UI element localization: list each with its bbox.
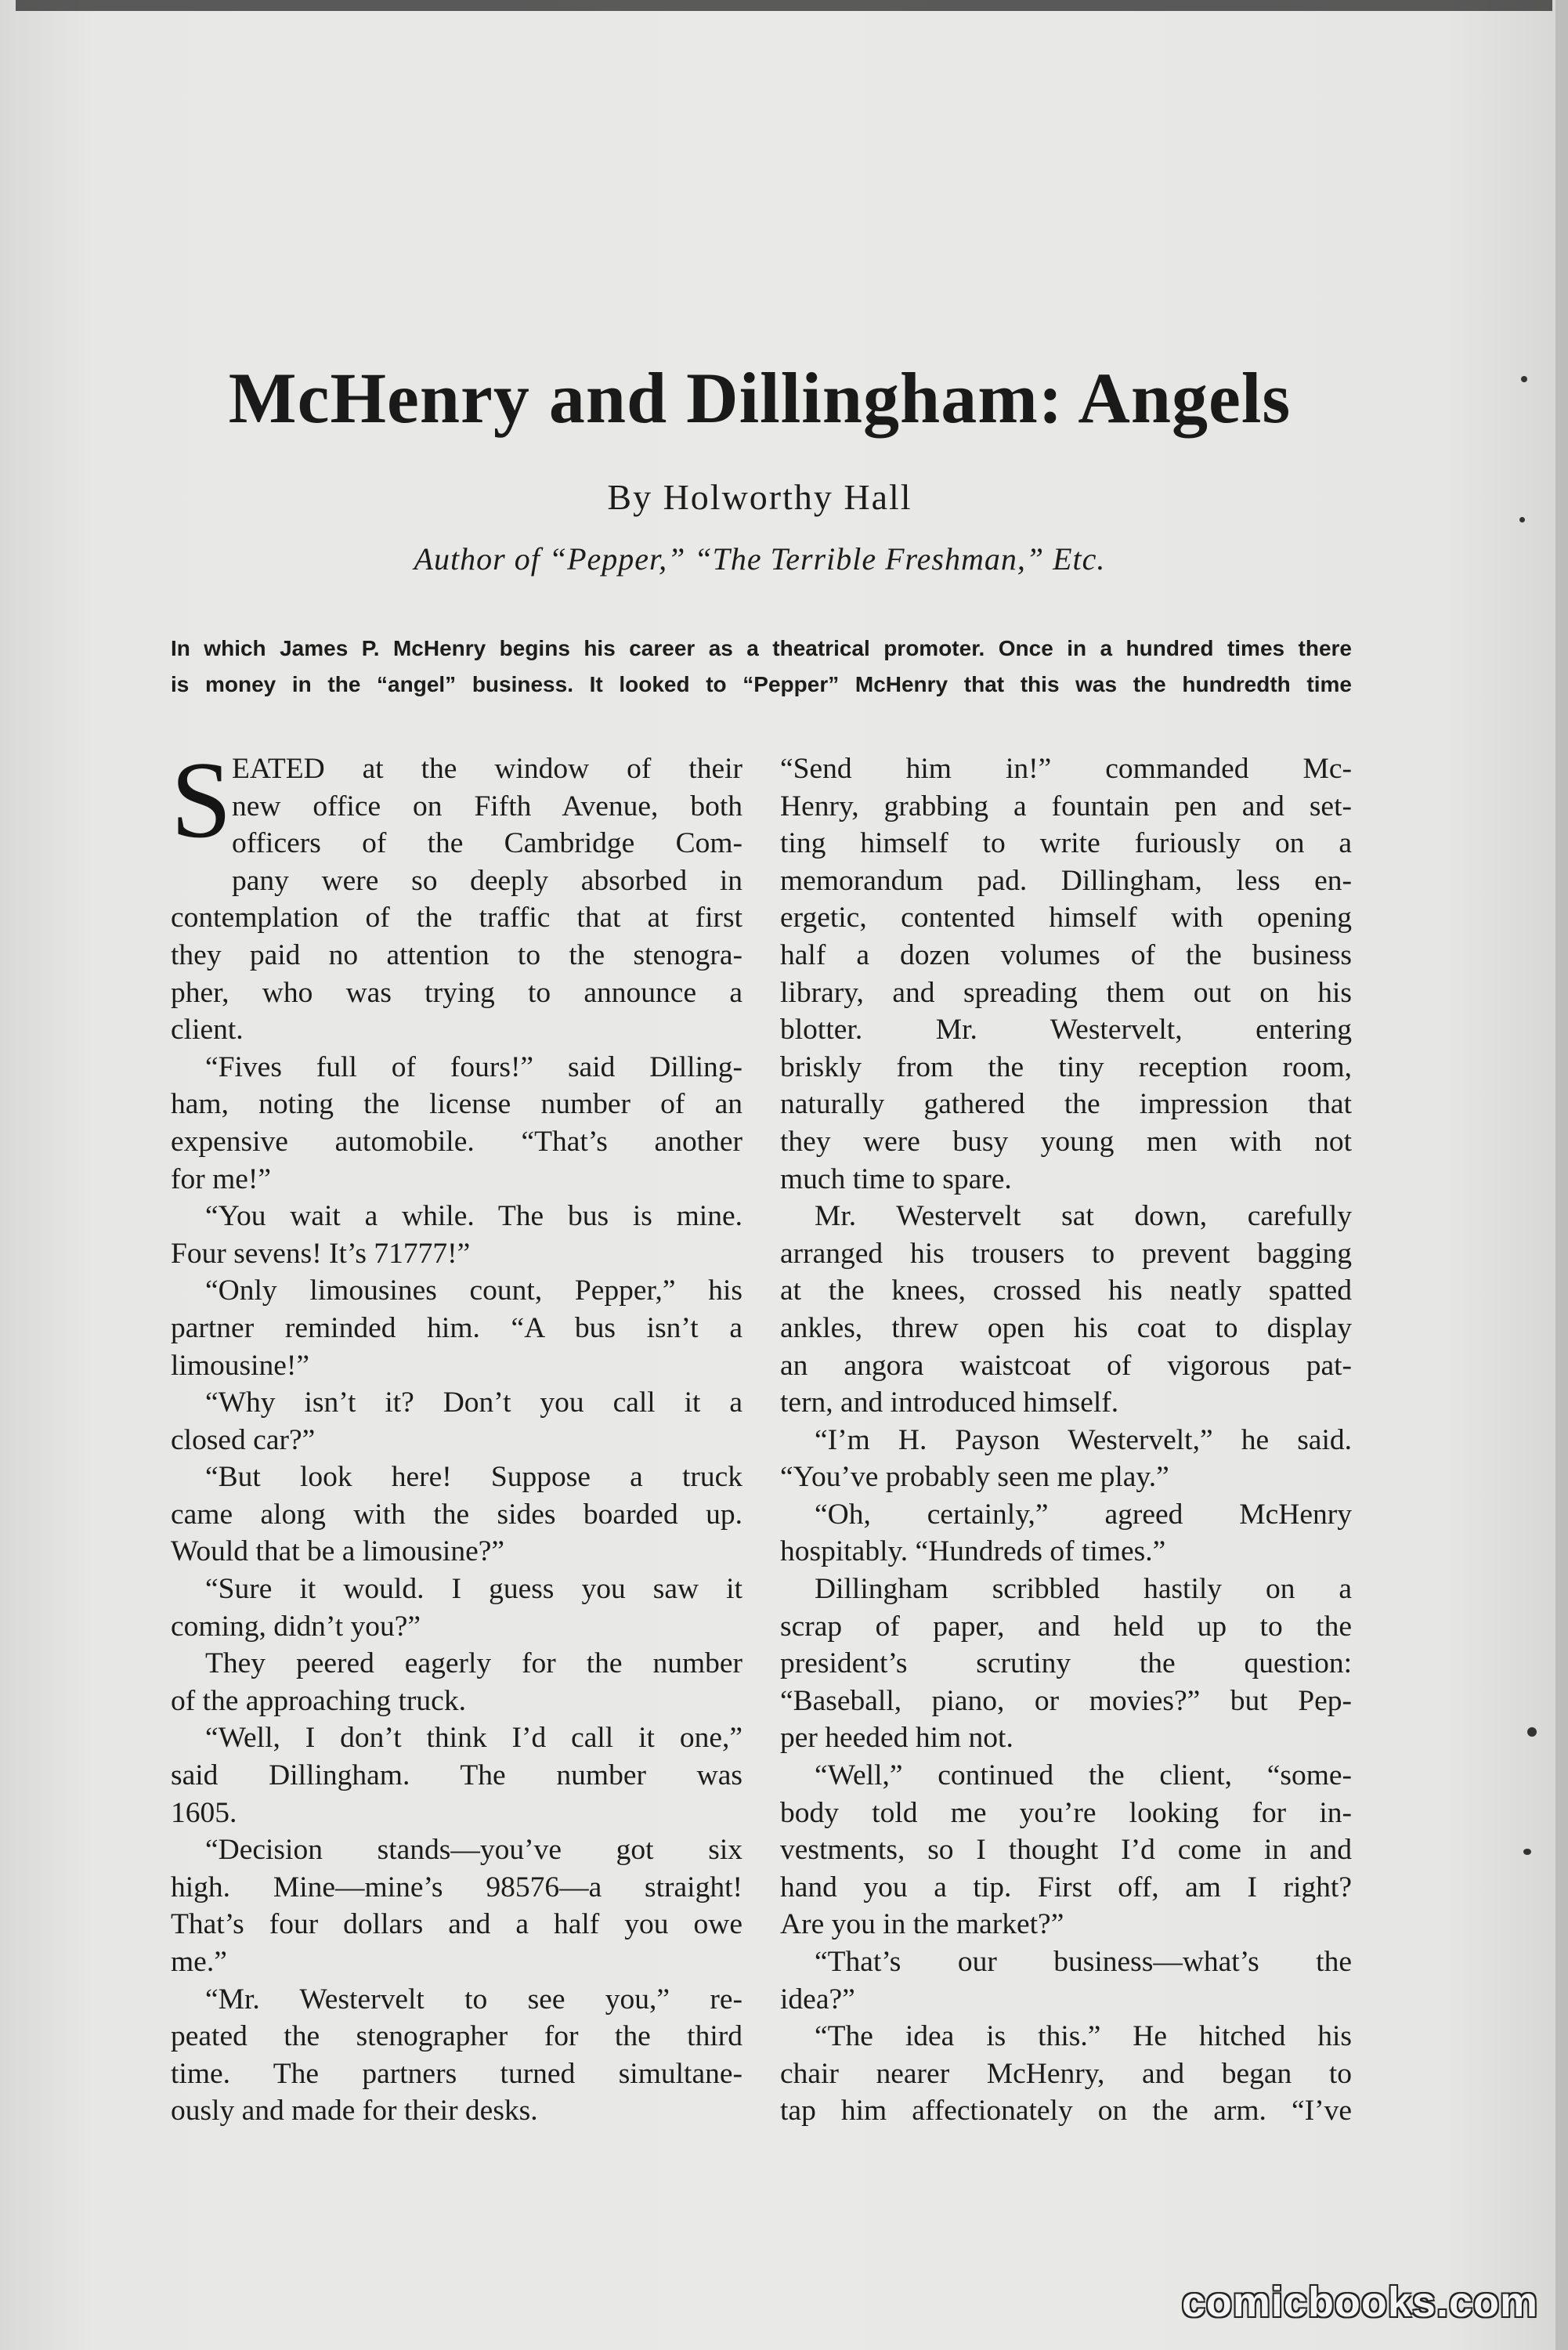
text-line: “You’ve probably seen me play.” (780, 1461, 1169, 1494)
text-line: “Baseball, piano, or movies?” but Pep- (780, 1684, 1352, 1717)
text-line: “Well,” continued the client, “some- (815, 1759, 1352, 1792)
text-line: idea?” (780, 1983, 855, 2016)
text-line: “Mr. Westervelt to see you,” re- (205, 1983, 742, 2016)
text-line: “Decision stands—you’ve got six (205, 1834, 742, 1867)
text-line: “You wait a while. The bus is mine. (205, 1200, 742, 1233)
drop-cap: S (171, 739, 232, 861)
text-line: ham, noting the license number of an (171, 1088, 742, 1121)
blurb-line: In which James P. McHenry begins his career as a theatrical promoter. Once in a hundred times there (171, 636, 1352, 660)
text-line: partner reminded him. “A bus isn’t a (171, 1311, 742, 1344)
text-line: “Well, I don’t think I’d call it one,” (205, 1722, 742, 1755)
text-line: ting himself to write furiously on a (780, 827, 1352, 860)
text-line: Are you in the market?” (780, 1908, 1064, 1941)
text-line: “That’s our business—what’s the (815, 1946, 1352, 1978)
text-line: tap him affectionately on the arm. “I’ve (780, 2095, 1352, 2128)
text-line: peated the stenographer for the third (171, 2020, 742, 2053)
left-column (171, 739, 742, 2130)
text-line: “Send him in!” commanded Mc- (780, 753, 1352, 785)
text-line: “Oh, certainly,” agreed McHenry (815, 1498, 1352, 1531)
text-line: Would that be a limousine?” (171, 1535, 505, 1568)
page-speck (1523, 1849, 1531, 1855)
text-line: came along with the sides boarded up. (171, 1498, 742, 1531)
text-line: hand you a tip. First off, am I right? (780, 1871, 1352, 1904)
text-line: new office on Fifth Avenue, both (232, 790, 742, 822)
text-line: ergetic, contented himself with opening (780, 902, 1352, 935)
text-line: briskly from the tiny reception room, (780, 1050, 1352, 1083)
watermark-logo: comicbooks.com (1181, 2279, 1538, 2326)
text-line: Mr. Westervelt sat down, carefully (815, 1200, 1352, 1233)
text-line: officers of the Cambridge Com- (232, 827, 742, 860)
page-speck (1521, 376, 1527, 382)
text-line: Henry, grabbing a fountain pen and set- (780, 790, 1352, 822)
text-line: high. Mine—mine’s 98576—a straight! (171, 1871, 742, 1904)
text-line: “I’m H. Payson Westervelt,” he said. (815, 1423, 1352, 1456)
text-line: an angora waistcoat of vigorous pat- (780, 1349, 1352, 1382)
text-line: They peered eagerly for the number (205, 1647, 742, 1680)
text-line: naturally gathered the impression that (780, 1088, 1352, 1121)
text-line: chair nearer McHenry, and began to (780, 2057, 1352, 2090)
text-line: “But look here! Suppose a truck (205, 1461, 742, 1494)
text-line: limousine!” (171, 1349, 310, 1382)
text-line: they paid no attention to the stenogra- (171, 938, 742, 971)
text-line: That’s four dollars and a half you owe (171, 1908, 742, 1941)
text-line: expensive automobile. “That’s another (171, 1125, 742, 1158)
blurb-line: is money in the “angel” business. It looked to “Pepper” McHenry that this was the hundredth time (171, 672, 1352, 696)
text-line: me.” (171, 1946, 227, 1978)
text-line: memorandum pad. Dillingham, less en- (780, 864, 1352, 897)
text-line: at the knees, crossed his neatly spatted (780, 1274, 1352, 1307)
page-speck (1519, 517, 1525, 522)
right-column (780, 750, 1352, 2130)
text-line: “Why isn’t it? Don’t you call it a (205, 1386, 742, 1419)
text-line: president’s scrutiny the question: (780, 1647, 1352, 1680)
page-edge (1555, 0, 1568, 2350)
text-line: contemplation of the traffic that at first (171, 902, 742, 935)
text-line: of the approaching truck. (171, 1684, 466, 1717)
article-title: McHenry and Dillingham: Angels (228, 358, 1292, 438)
text-line: Four sevens! It’s 71777!” (171, 1237, 471, 1270)
text-line: ankles, threw open his coat to display (780, 1311, 1352, 1344)
text-line: “Fives full of fours!” said Dilling- (205, 1050, 742, 1083)
text-line: said Dillingham. The number was (171, 1759, 742, 1792)
text-line: client. (171, 1014, 244, 1047)
text-line: pany were so deeply absorbed in (232, 864, 742, 897)
text-line: scrap of paper, and held up to the (780, 1610, 1352, 1643)
text-line: much time to spare. (780, 1162, 1012, 1195)
text-line: “Sure it would. I guess you saw it (205, 1573, 742, 1606)
text-line: per heeded him not. (780, 1722, 1013, 1755)
text-line: EATED at the window of their (232, 753, 742, 785)
text-line: vestments, so I thought I’d come in and (780, 1834, 1352, 1867)
text-line: they were busy young men with not (780, 1125, 1352, 1158)
text-line: arranged his trousers to prevent bagging (780, 1237, 1352, 1270)
text-line: pher, who was trying to announce a (171, 976, 742, 1009)
text-line: hospitably. “Hundreds of times.” (780, 1535, 1166, 1568)
text-line: coming, didn’t you?” (171, 1610, 421, 1643)
article-blurb (171, 631, 1352, 703)
text-line: “The idea is this.” He hitched his (815, 2020, 1352, 2053)
text-line: body told me you’re looking for in- (780, 1796, 1352, 1829)
text-line: Dillingham scribbled hastily on a (815, 1573, 1352, 1606)
text-line: blotter. Mr. Westervelt, entering (780, 1014, 1352, 1047)
text-line: for me!” (171, 1162, 272, 1195)
text-line: library, and spreading them out on his (780, 976, 1352, 1009)
text-line: ously and made for their desks. (171, 2095, 538, 2128)
text-line: 1605. (171, 1796, 237, 1829)
article-byline: By Holworthy Hall (607, 477, 912, 517)
text-line: time. The partners turned simultane- (171, 2057, 742, 2090)
page-speck (1527, 1727, 1537, 1737)
text-line: closed car?” (171, 1423, 316, 1456)
text-line: tern, and introduced himself. (780, 1386, 1119, 1419)
author-credits: Author of “Pepper,” “The Terrible Freshman,” Etc. (414, 541, 1106, 577)
top-rule (16, 0, 1552, 11)
text-line: half a dozen volumes of the business (780, 938, 1352, 971)
text-line: “Only limousines count, Pepper,” his (205, 1274, 742, 1307)
